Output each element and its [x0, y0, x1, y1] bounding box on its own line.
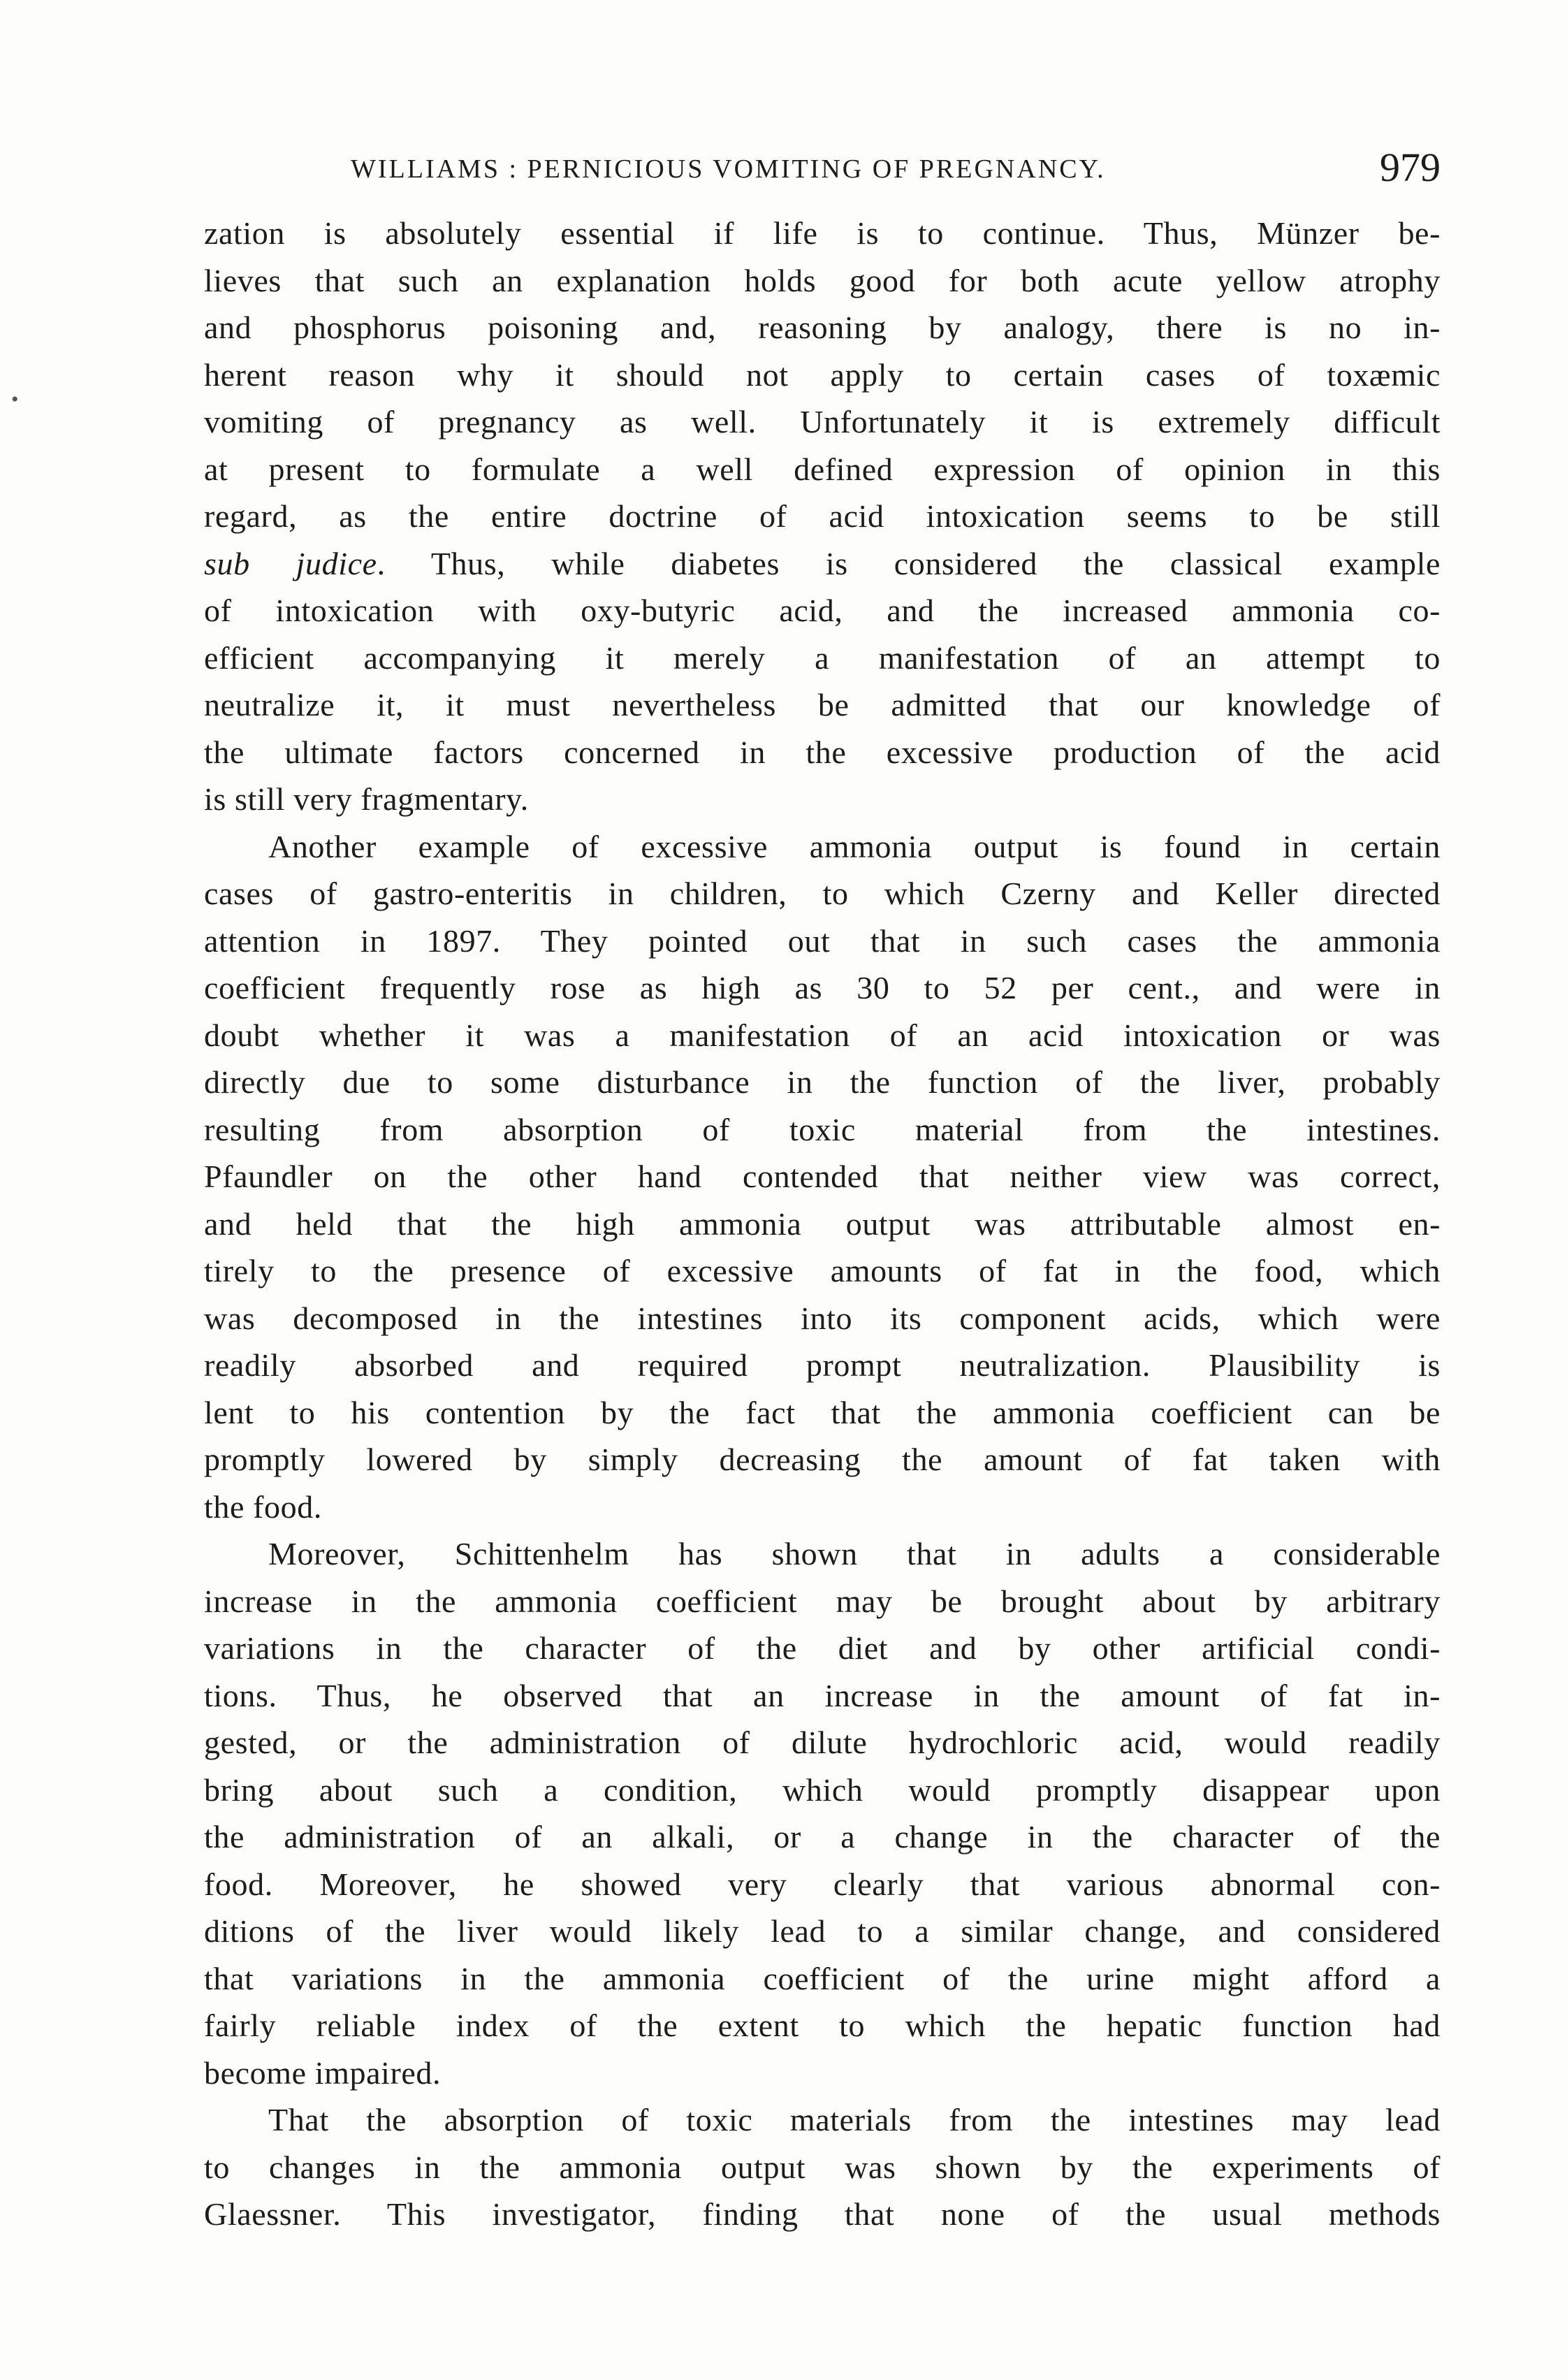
text-line: variations in the character of the diet and by other artificial condi- — [204, 1630, 1441, 1666]
paragraph-3 — [204, 1530, 1441, 2096]
text-line: tirely to the presence of excessive amounts of fat in the food, which — [204, 1253, 1441, 1289]
text-line: the administration of an alkali, or a change in the character of the — [204, 1819, 1441, 1855]
text-line: regard, as the entire doctrine of acid intoxication seems to be still — [204, 498, 1441, 534]
text-line: promptly lowered by simply decreasing the amount of fat taken with — [204, 1442, 1441, 1477]
paragraph-1 — [204, 210, 1441, 823]
text-line: vomiting of pregnancy as well. Unfortunately it is extremely difficult — [204, 404, 1441, 440]
text-line: lent to his contention by the fact that the ammonia coefficient can be — [204, 1394, 1441, 1430]
text-line: food. Moreover, he showed very clearly that various abnormal con- — [204, 1866, 1441, 1902]
text-line: and held that the high ammonia output was attributable almost en- — [204, 1205, 1441, 1242]
text-line: bring about such a condition, which would promptly disappear upon — [204, 1771, 1441, 1808]
text-line: is still very fragmentary. — [204, 781, 529, 817]
text-line: was decomposed in the intestines into its component acids, which were — [204, 1300, 1441, 1336]
text-line: lieves that such an explanation holds good for both acute yellow atrophy — [204, 262, 1441, 298]
text-line: ditions of the liver would likely lead to a similar change, and considered — [204, 1913, 1441, 1949]
italic-phrase: sub judice — [204, 545, 377, 581]
text-line: coefficient frequently rose as high as 30 to 52 per cent., and were in — [204, 970, 1441, 1006]
text-line: resulting from absorption of toxic material from the intestines. — [204, 1111, 1441, 1147]
text-line: Pfaundler on the other hand contended that neither view was correct, — [204, 1159, 1441, 1194]
text-line: sub judice. Thus, while diabetes is considered the classical example — [204, 545, 1441, 581]
running-title: WILLIAMS : PERNICIOUS VOMITING OF PREGNANCY. — [351, 154, 1106, 184]
running-head — [204, 138, 1441, 201]
text-line: efficient accompanying it merely a manifestation of an attempt to — [204, 639, 1441, 676]
text-line: Another example of excessive ammonia output is found in certain — [268, 828, 1441, 864]
margin-dot: • — [11, 388, 19, 411]
text-line: of intoxication with oxy-butyric acid, and the increased ammonia co- — [204, 593, 1441, 628]
text-line: Glaessner. This investigator, finding that none of the usual methods — [204, 2196, 1441, 2232]
paragraph-2 — [204, 823, 1441, 1531]
text-line: Moreover, Schittenhelm has shown that in adults a considerable — [268, 1536, 1441, 1572]
text-line: zation is absolutely essential if life is to continue. Thus, Münzer be- — [204, 215, 1441, 251]
text-line: directly due to some disturbance in the function of the liver, probably — [204, 1064, 1441, 1100]
text-line: become impaired. — [204, 2054, 442, 2091]
text-line: tions. Thus, he observed that an increase in the amount of fat in- — [204, 1677, 1441, 1713]
text-line: attention in 1897. They pointed out that in such cases the ammonia — [204, 922, 1441, 959]
text-line: doubt whether it was a manifestation of an acid intoxication or was — [204, 1017, 1441, 1053]
text-line: fairly reliable index of the extent to which the hepatic function had — [204, 2008, 1441, 2043]
text-line: that variations in the ammonia coefficient of the urine might afford a — [204, 1960, 1441, 1996]
body-text — [204, 210, 1441, 2238]
text-line: the ultimate factors concerned in the excessive production of the acid — [204, 734, 1441, 770]
text-line: and phosphorus poisoning and, reasoning by analogy, there is no in- — [204, 310, 1441, 345]
text-line: That the absorption of toxic materials from the intestines may lead — [268, 2102, 1441, 2138]
text-line: at present to formulate a well defined expression of opinion in this — [204, 451, 1441, 487]
text-line: increase in the ammonia coefficient may be brought about by arbitrary — [204, 1583, 1441, 1619]
text-line: gested, or the administration of dilute hydrochloric acid, would readily — [204, 1725, 1441, 1760]
text-line: cases of gastro-enteritis in children, to which Czerny and Keller directed — [204, 876, 1441, 911]
text-line: neutralize it, it must nevertheless be admitted that our knowledge of — [204, 687, 1441, 723]
text-line: the food. — [204, 1488, 322, 1525]
text-line: herent reason why it should not apply to certain cases of toxæmic — [204, 356, 1441, 393]
page-number: 979 — [1380, 145, 1441, 190]
text-line: to changes in the ammonia output was shown by the experiments of — [204, 2149, 1441, 2185]
paragraph-4 — [204, 2096, 1441, 2238]
text-line: readily absorbed and required prompt neutralization. Plausibility is — [204, 1347, 1441, 1383]
